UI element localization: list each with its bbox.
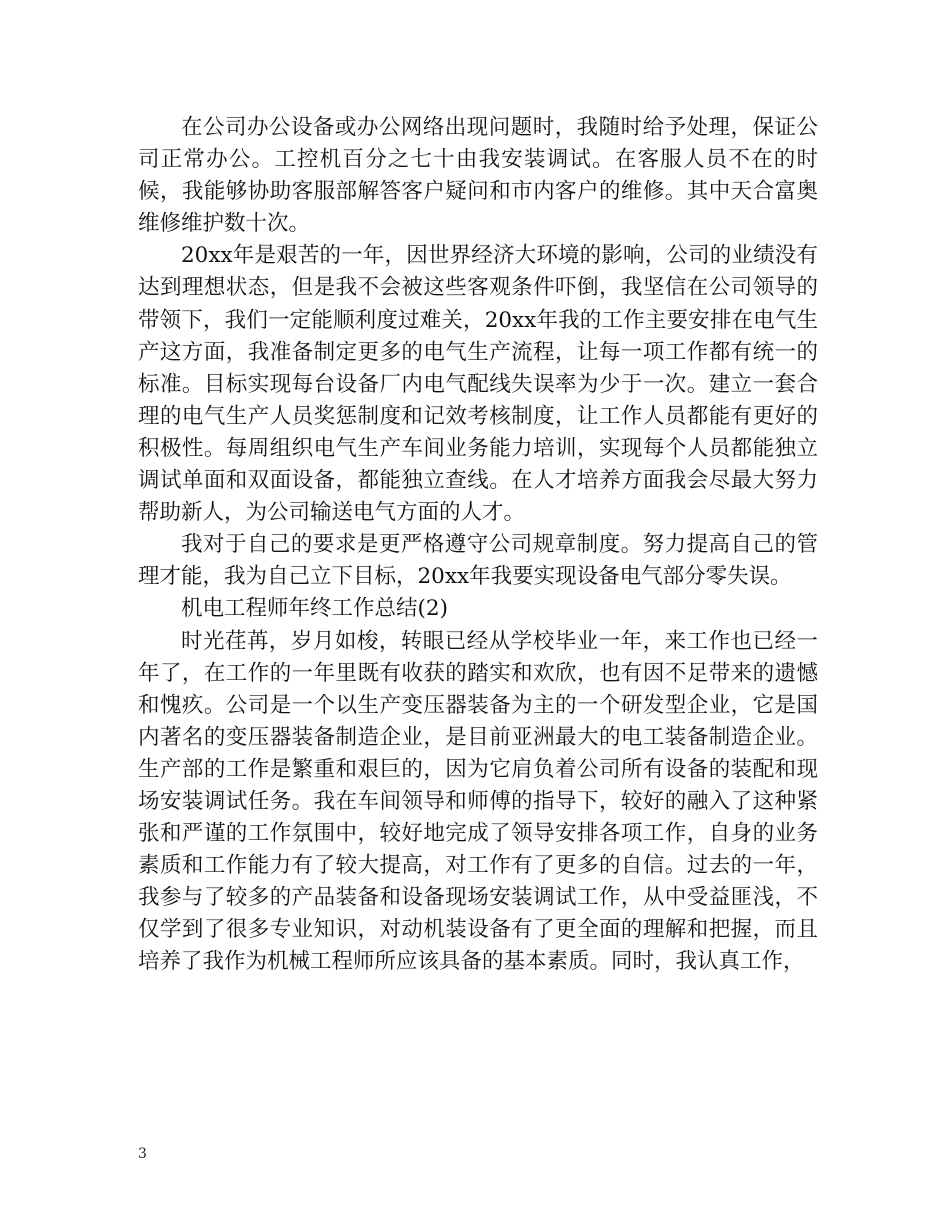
paragraph-office-support: 在公司办公设备或办公网络出现问题时，我随时给予处理，保证公司正常办公。工控机百分之七十由我安装调试。在客服人员不在的时候，我能够协助客服部解答客户疑问和市内客户的维修。其中天合富奥维修维护数十次。 [138, 115, 818, 237]
document-body [138, 112, 818, 979]
paragraph-self-requirement: 我对于自己的要求是更严格遵守公司规章制度。努力提高自己的管理才能，我为自己立下目标，20xx年我要实现设备电气部分零失误。 [138, 532, 818, 590]
section-heading: 机电工程师年终工作总结(2) [181, 596, 448, 622]
page-number: 3 [138, 1146, 147, 1162]
paragraph-annual-plan: 20xx年是艰苦的一年，因世界经济大环境的影响，公司的业绩没有达到理想状态，但是我不会被这些客观条件吓倒，我坚信在公司领导的带领下，我们一定能顺利度过难关，20xx年我的工作主要安排在电气生产这方面，我准备制定更多的电气生产流程，让每一项工作都有统一的标准。目标实现每台设备厂内电气配线失误率为少于一次。建立一套合理的电气生产人员奖惩制度和记效考核制度，让工作人员都能有更好的积极性。每周组织电气生产车间业务能力培训，实现每个人员都能独立调试单面和双面设备，都能独立查线。在人才培养方面我会尽最大努力帮助新人，为公司输送电气方面的人才。 [138, 243, 818, 526]
paragraph-year-review: 时光荏苒，岁月如梭，转眼已经从学校毕业一年，来工作也已经一年了，在工作的一年里既有收获的踏实和欢欣，也有因不足带来的遗憾和愧疚。公司是一个以生产变压器装备为主的一个研发型企业，它是国内著名的变压器装备制造企业，是目前亚洲最大的电工装备制造企业。生产部的工作是繁重和艰巨的，因为它肩负着公司所有设备的装配和现场安装调试任务。我在车间领导和师傅的指导下，较好的融入了这种紧张和严谨的工作氛围中，较好地完成了领导安排各项工作，自身的业务素质和工作能力有了较大提高，对工作有了更多的自信。过去的一年，我参与了较多的产品装备和设备现场安装调试工作，从中受益匪浅，不仅学到了很多专业知识，对动机装设备有了更全面的理解和把握，而且培养了我作为机械工程师所应该具备的基本素质。同时，我认真工作， [138, 628, 818, 975]
